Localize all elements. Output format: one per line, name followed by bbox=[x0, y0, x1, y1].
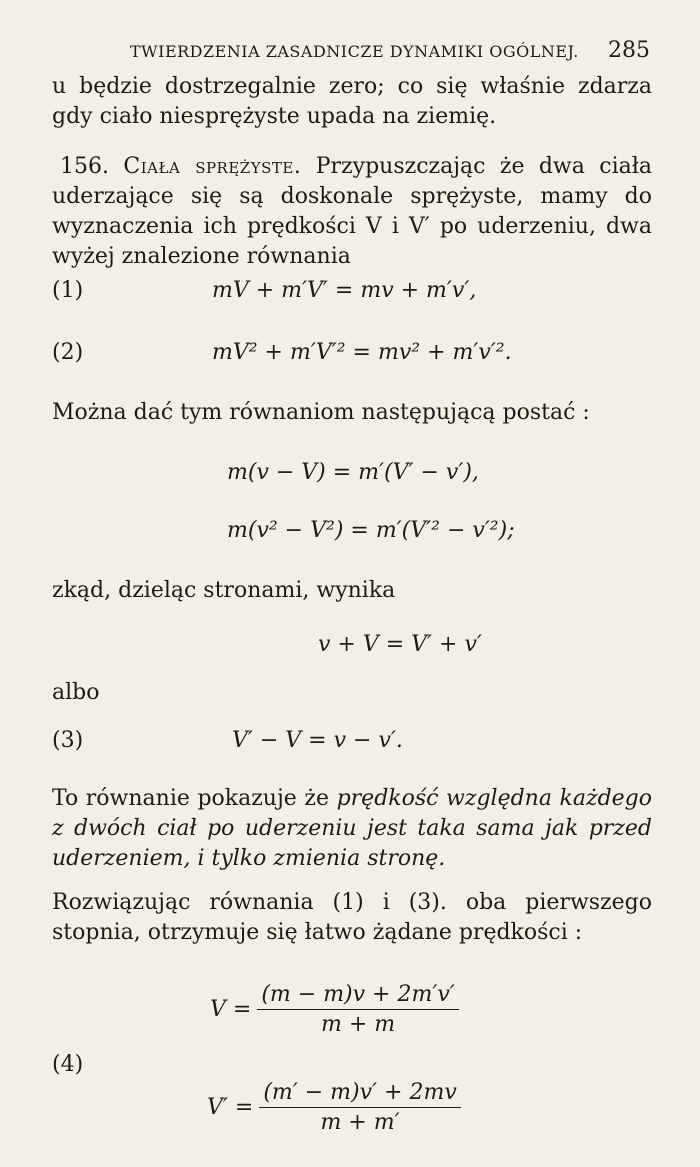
equation-label-2: (2) bbox=[52, 340, 84, 365]
formula-V-prime bbox=[207, 1080, 461, 1135]
equation-label-3: (3) bbox=[52, 728, 84, 753]
equation-1-body: mV + m′V′ = mv + m′v′, bbox=[212, 278, 477, 303]
equation-a-body: m(v − V) = m′(V′ − v′), bbox=[227, 460, 479, 485]
paragraph-5: albo bbox=[52, 680, 100, 705]
running-header bbox=[130, 38, 650, 63]
equation-b-body: m(v² − V²) = m′(V′² − v′²); bbox=[227, 518, 515, 543]
paragraph-7: Rozwiązując równania (1) i (3). oba pierwszego stopnia, otrzymuje się łatwo żądane prędkości : bbox=[52, 890, 652, 945]
paragraph-6 bbox=[52, 784, 652, 874]
section-title: Ciała sprężyste. bbox=[123, 154, 302, 179]
formula-V-fraction bbox=[257, 982, 458, 1037]
equation-3-body: V′ − V = v − v′. bbox=[232, 728, 403, 753]
formula-V-prime-lhs: V′ = bbox=[207, 1095, 254, 1120]
equation-c bbox=[52, 632, 652, 664]
formula-V bbox=[210, 982, 459, 1037]
paragraph-6-prefix: To równanie pokazuje że bbox=[52, 786, 329, 811]
paragraph-1: u będzie dostrzegalnie zero; co się właśnie zdarza gdy ciało niesprężyste upada na ziemię. bbox=[52, 74, 652, 129]
formula-V-prime-denominator: m + m′ bbox=[320, 1110, 400, 1135]
equation-label-4: (4) bbox=[52, 1052, 84, 1077]
equation-c-body: v + V = V′ + v′ bbox=[318, 632, 482, 657]
equation-label-1: (1) bbox=[52, 278, 84, 303]
equation-b bbox=[52, 518, 652, 550]
paragraph-6-italic: prędkość względna każdego z dwóch ciał po uderzeniu jest taka sama jak przed uderzeniem, i tylko zmienia stronę. bbox=[52, 786, 652, 871]
formula-V-numerator: (m − m)v + 2m′v′ bbox=[257, 982, 458, 1010]
equation-2 bbox=[52, 340, 652, 372]
formula-V-prime-fraction bbox=[259, 1080, 460, 1135]
equation-a bbox=[52, 460, 652, 492]
section-number: 156. bbox=[60, 154, 109, 179]
paragraph-3: Można dać tym równaniom następującą postać : bbox=[52, 400, 590, 425]
paragraph-section-156 bbox=[52, 152, 652, 272]
equation-3 bbox=[52, 728, 652, 760]
formula-V-lhs: V = bbox=[210, 997, 252, 1022]
paragraph-2-text: Przypuszczając że dwa ciała uderzające się są doskonale sprężyste, mamy do wyznaczenia ich prędkości V i V′ po uderzeniu, dwa wyżej znalezione równania bbox=[52, 154, 652, 269]
paragraph-4: zkąd, dzieląc stronami, wynika bbox=[52, 578, 396, 603]
formula-V-denominator: m + m bbox=[320, 1012, 396, 1037]
running-title: TWIERDZENIA ZASADNICZE DYNAMIKI OGÓLNEJ. bbox=[130, 42, 579, 61]
formula-V-prime-numerator: (m′ − m)v′ + 2mv bbox=[259, 1080, 460, 1108]
equation-2-body: mV² + m′V′² = mv² + m′v′². bbox=[212, 340, 512, 365]
page-number: 285 bbox=[608, 38, 650, 63]
equation-1 bbox=[52, 278, 652, 310]
